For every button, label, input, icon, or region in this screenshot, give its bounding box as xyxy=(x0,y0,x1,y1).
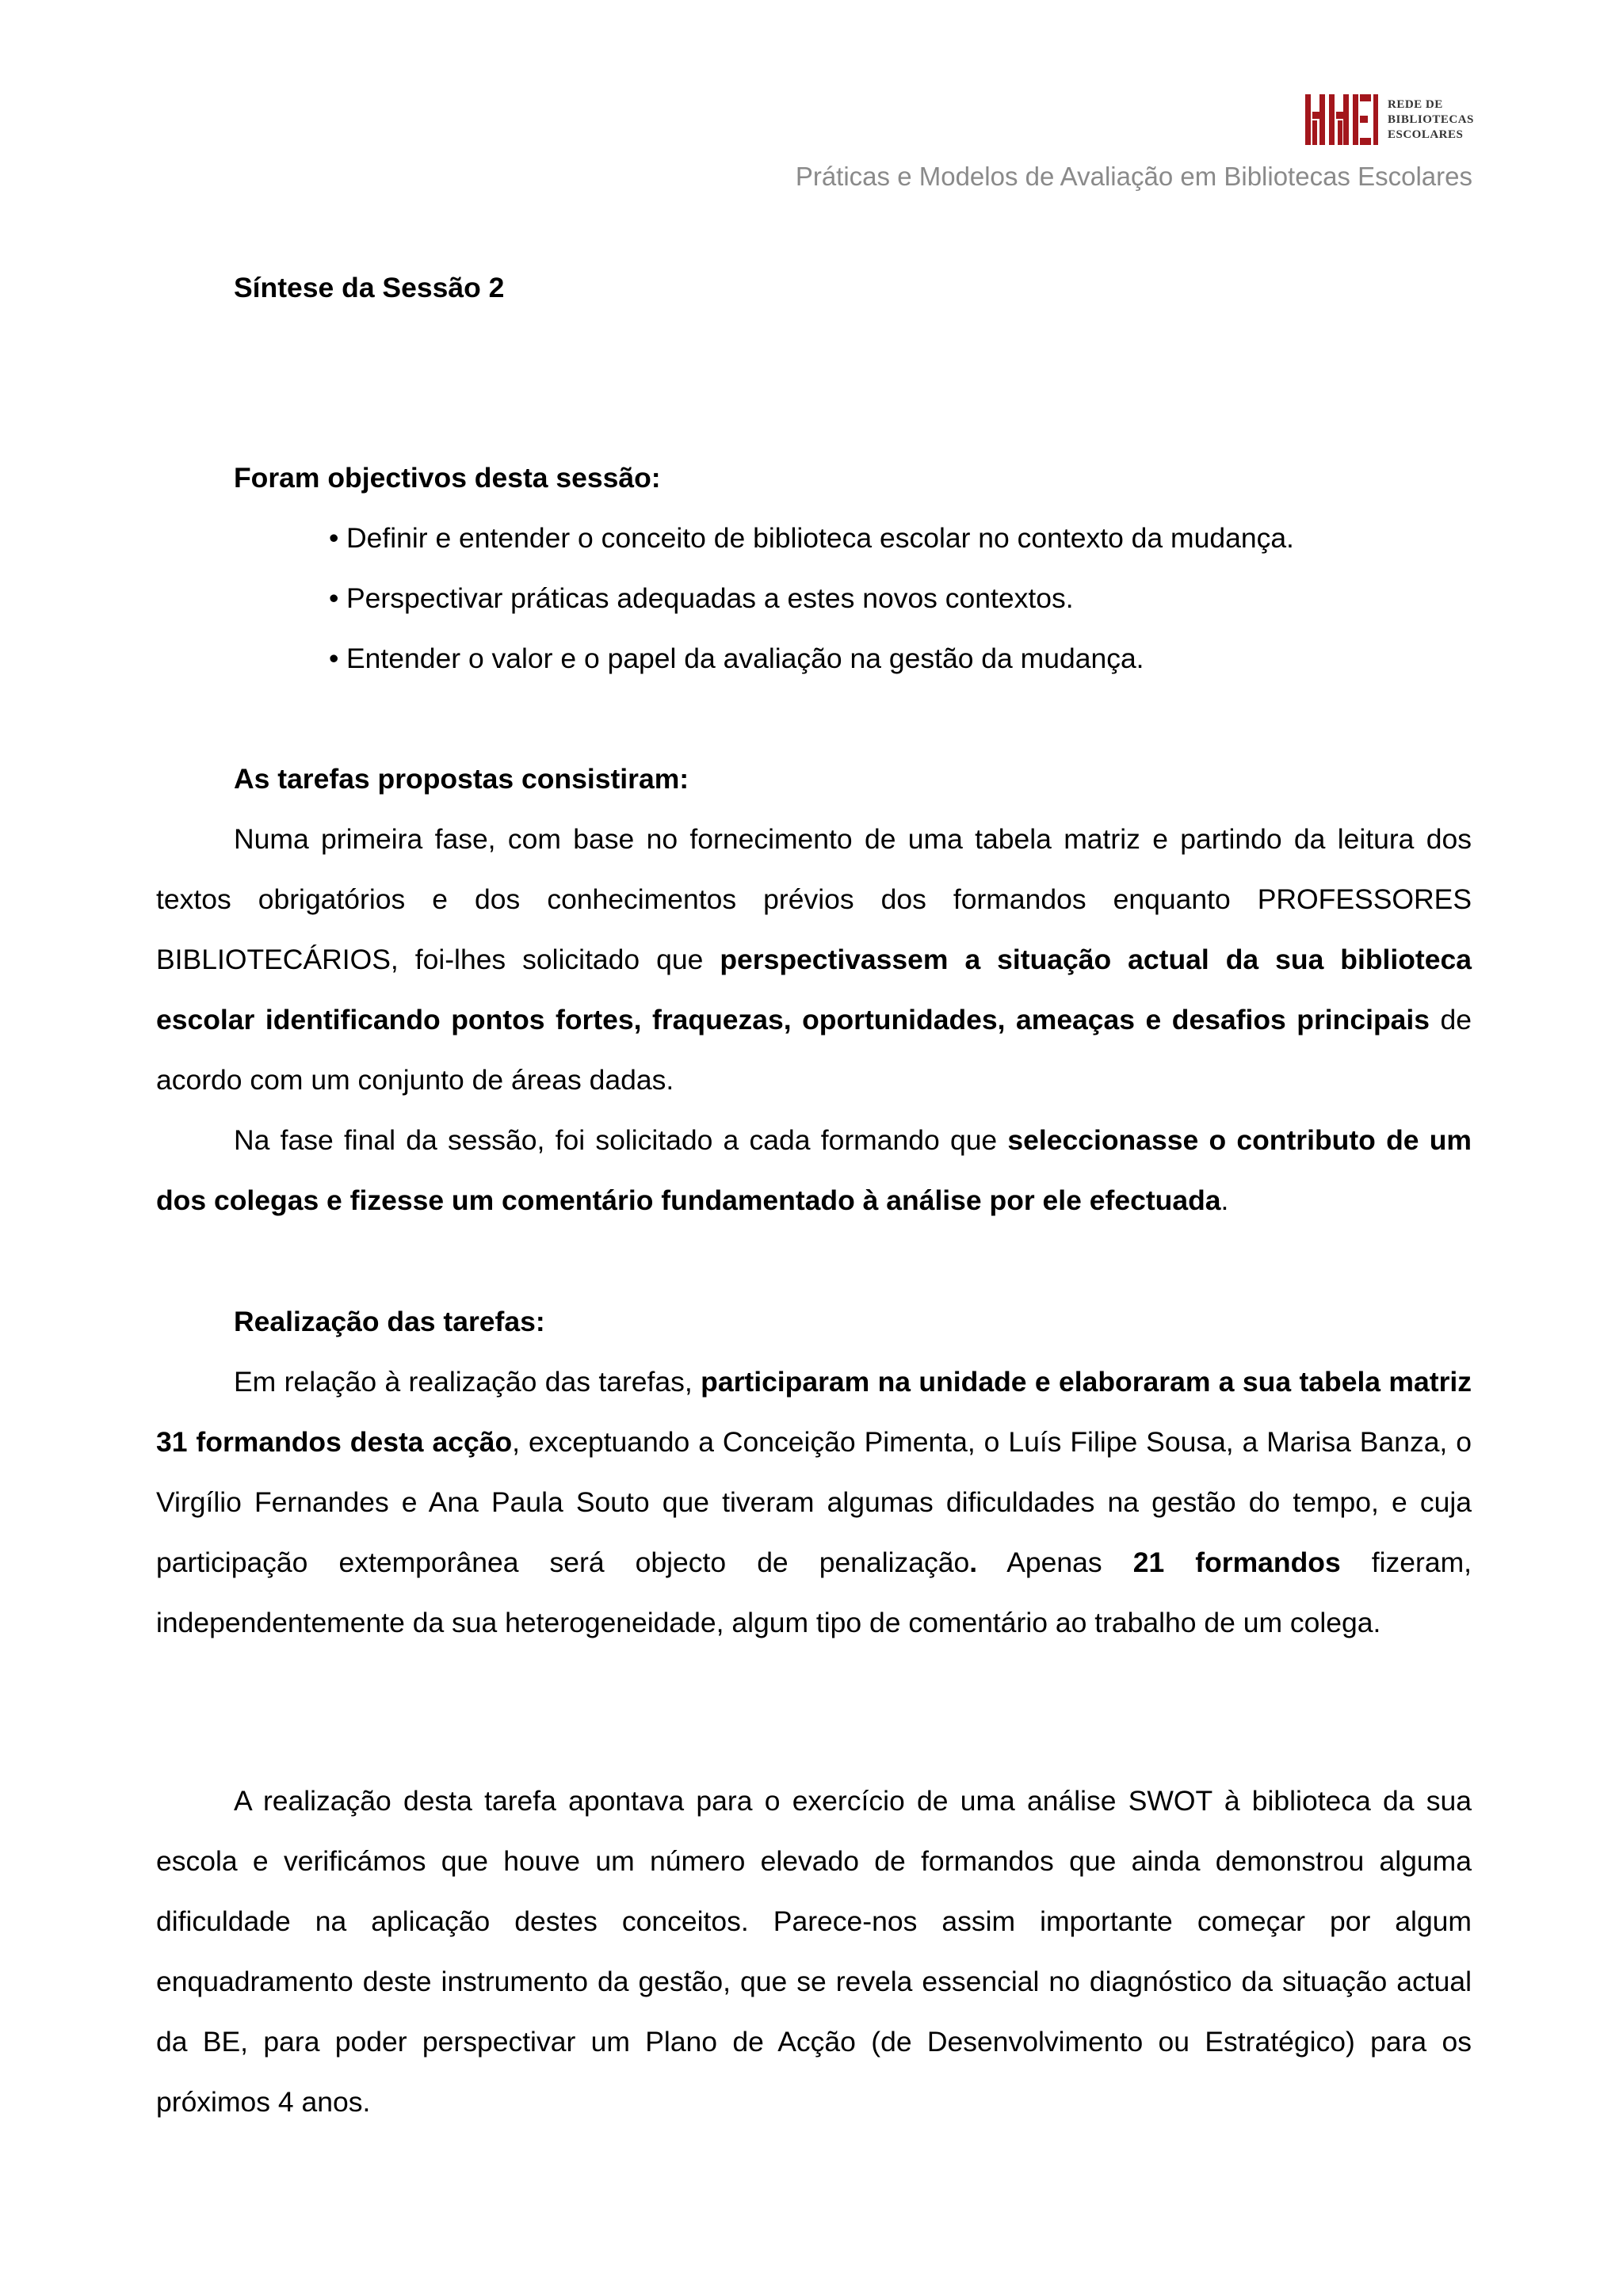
objective-text: Perspectivar práticas adequadas a estes novos contextos. xyxy=(346,582,1074,614)
swot-paragraph: A realização desta tarefa apontava para o exercício de uma análise SWOT à biblioteca da sua escola e verificámos que houve um número elevado de formandos que ainda demonstrou alguma dificuldade na aplicação destes conceitos. Parece-nos assim importante começar por algum enquadramento deste instrumento da gestão, que se revela essencial no diagnóstico da situação actual da BE, para poder perspectivar um Plano de Acção (de Desenvolvimento ou Estratégico) para os próximos 4 anos. xyxy=(156,1785,1472,2118)
text-run: fizeram, independentemente da sua heterogeneidade, algum tipo de comentário ao trabalho de um colega. xyxy=(156,1547,1472,1638)
header-logo xyxy=(1305,94,1474,145)
bullet-icon: • xyxy=(329,643,339,674)
objectives-list xyxy=(156,508,1472,688)
list-item xyxy=(329,568,1472,628)
text-run-bold: participaram na unidade e elaboraram a sua tabela matriz 31 formandos desta acção xyxy=(156,1366,1472,1458)
objective-text: Entender o valor e o papel da avaliação na gestão da mudança. xyxy=(346,643,1144,674)
text-run: Numa primeira fase, com base no fornecimento de uma tabela matriz e partindo da leitura dos textos obrigatórios e dos conhecimentos prévios dos formandos enquanto PROFESSORES BIBLIOTECÁRIOS, foi-lhes solicitado que xyxy=(156,823,1472,975)
text-run: Em relação à realização das tarefas, xyxy=(234,1366,701,1398)
rbe-logo-icon xyxy=(1305,94,1378,145)
swot-section xyxy=(156,1771,1472,2132)
objective-text: Definir e entender o conceito de biblioteca escolar no contexto da mudança. xyxy=(346,522,1294,554)
text-run: Apenas xyxy=(977,1547,1133,1578)
header-subtitle: Práticas e Modelos de Avaliação em Bibliotecas Escolares xyxy=(795,162,1472,191)
logo-line-2: BIBLIOTECAS xyxy=(1388,113,1474,126)
text-run: . xyxy=(1220,1184,1229,1216)
text-run-bold: 21 formandos xyxy=(1132,1547,1341,1578)
page-title: Síntese da Sessão 2 xyxy=(234,272,505,303)
objectives-section xyxy=(156,448,1472,688)
list-item xyxy=(329,628,1472,688)
text-run: de acordo com um conjunto de áreas dadas. xyxy=(156,1004,1472,1096)
text-run: Na fase final da sessão, foi solicitado a cada formando que xyxy=(234,1124,1008,1156)
tasks-heading: As tarefas propostas consistiram: xyxy=(234,763,689,795)
text-run-bold: perspectivassem a situação actual da sua biblioteca escolar identificando pontos fortes, fraquezas, oportunidades, ameaças e desafios principais xyxy=(156,944,1472,1035)
logo-line-3: ESCOLARES xyxy=(1388,128,1464,141)
text-run-bold: . xyxy=(969,1547,978,1578)
realization-paragraph xyxy=(156,1352,1472,1653)
bullet-icon: • xyxy=(329,522,339,554)
logo-text xyxy=(1388,97,1474,143)
realization-section xyxy=(156,1291,1472,1653)
list-item xyxy=(329,508,1472,568)
text-run-bold: seleccionasse o contributo de um dos colegas e fizesse um comentário fundamentado à análise por ele efectuada xyxy=(156,1124,1472,1216)
objectives-heading: Foram objectivos desta sessão: xyxy=(234,462,661,494)
realization-heading: Realização das tarefas: xyxy=(234,1306,545,1337)
text-run: , exceptuando a Conceição Pimenta, o Luís Filipe Sousa, a Marisa Banza, o Virgílio Fernandes e Ana Paula Souto que tiveram algumas dificuldades na gestão do tempo, e cuja participação extemporânea será objecto de penalização xyxy=(156,1426,1472,1578)
tasks-section xyxy=(156,749,1472,1230)
tasks-paragraph-2 xyxy=(156,1110,1472,1230)
bullet-icon: • xyxy=(329,582,339,614)
tasks-paragraph-1 xyxy=(156,809,1472,1110)
logo-line-1: REDE DE xyxy=(1388,97,1443,111)
